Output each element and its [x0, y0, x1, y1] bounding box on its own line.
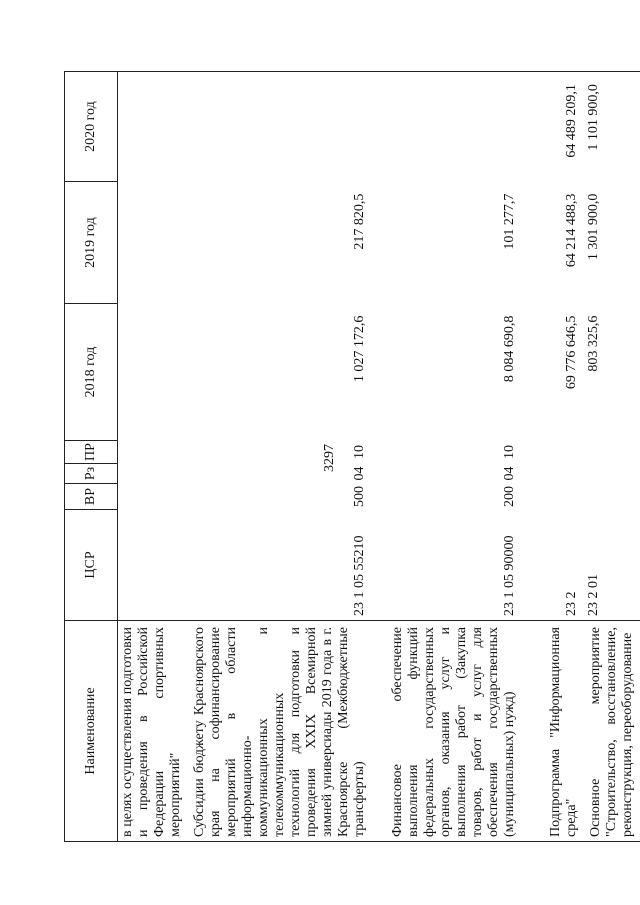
header-vr: ВР	[65, 484, 118, 510]
row-pr: 10	[502, 445, 517, 460]
row-2020: 64 489 209,1	[524, 72, 586, 182]
row-csr	[118, 510, 191, 621]
row-name: Подпрограмма "Информационная среда"	[524, 621, 586, 842]
row-csr: 23 2	[564, 591, 579, 616]
row-vr: 500	[352, 486, 367, 507]
header-csr: ЦСР	[65, 510, 118, 621]
header-rz: Рз	[65, 464, 118, 484]
row-rz: 04	[502, 466, 517, 481]
row-2020	[118, 72, 191, 182]
row-name: Основное мероприятие "Строительство, восстановление, реконструкция, переоборудование	[586, 621, 640, 842]
row-pr	[586, 441, 640, 464]
header-2020: 2020 год	[65, 72, 118, 182]
row-2018: 1 027 172,6	[352, 315, 367, 383]
row-rz	[118, 464, 191, 484]
row-2019: 1 301 900,0	[586, 193, 601, 261]
row-vr	[524, 484, 586, 510]
header-row	[65, 72, 118, 842]
row-2019: 217 820,5	[352, 193, 367, 250]
row-rz	[586, 464, 640, 484]
budget-table	[64, 71, 640, 842]
header-2019: 2019 год	[65, 182, 118, 304]
row-name: Финансовое обеспечение выполнения функций федеральных государственных органов, оказания услуг и выполнения работ (Закупка товаров, работ и услуг для обеспечения государственных (муниципальных) нужд)	[374, 621, 524, 842]
row-vr	[118, 484, 191, 510]
row-pr	[118, 441, 191, 464]
table-row	[374, 72, 524, 842]
row-2020	[374, 72, 524, 182]
row-2020	[190, 72, 374, 182]
row-csr: 23 1 05 90000	[502, 535, 517, 616]
row-2019	[118, 182, 191, 304]
row-vr	[586, 484, 640, 510]
row-csr: 23 1 05 55210	[352, 535, 367, 616]
header-pr: ПР	[65, 441, 118, 464]
table-row	[118, 72, 191, 842]
row-2018: 803 325,6	[586, 315, 601, 372]
row-pr: 10	[352, 445, 367, 460]
row-2018: 8 084 690,8	[502, 315, 517, 383]
row-name: Субсидии бюджету Красноярского края на софинансирование мероприятий в области информационно-коммуникационных и телекоммуникационных технологий для подготовки и проведения XXIX Всемирной зимней универсиады 2019 года в г. Красноярске (Межбюджетные трансферты)	[190, 621, 374, 842]
table-row	[524, 72, 586, 842]
row-name: в целях осуществления подготовки и проведения в Российской Федерации спортивных мероприятий"	[118, 621, 191, 842]
header-name: Наименование	[65, 621, 118, 842]
row-vr: 200	[502, 486, 517, 507]
row-rz	[524, 464, 586, 484]
row-2019: 64 214 488,3	[564, 193, 579, 268]
header-2018: 2018 год	[65, 304, 118, 441]
row-csr: 23 2 01	[586, 574, 601, 616]
row-rz: 04	[352, 466, 367, 481]
rotated-page	[64, 62, 635, 842]
row-2020: 1 101 900,0	[586, 72, 640, 182]
table-row	[586, 72, 640, 842]
row-2019: 101 277,7	[502, 193, 517, 250]
table-row	[190, 72, 374, 842]
page-number: 3297	[322, 444, 337, 472]
row-pr	[524, 441, 586, 464]
row-2018	[118, 304, 191, 441]
row-2018: 69 776 646,5	[564, 315, 579, 390]
